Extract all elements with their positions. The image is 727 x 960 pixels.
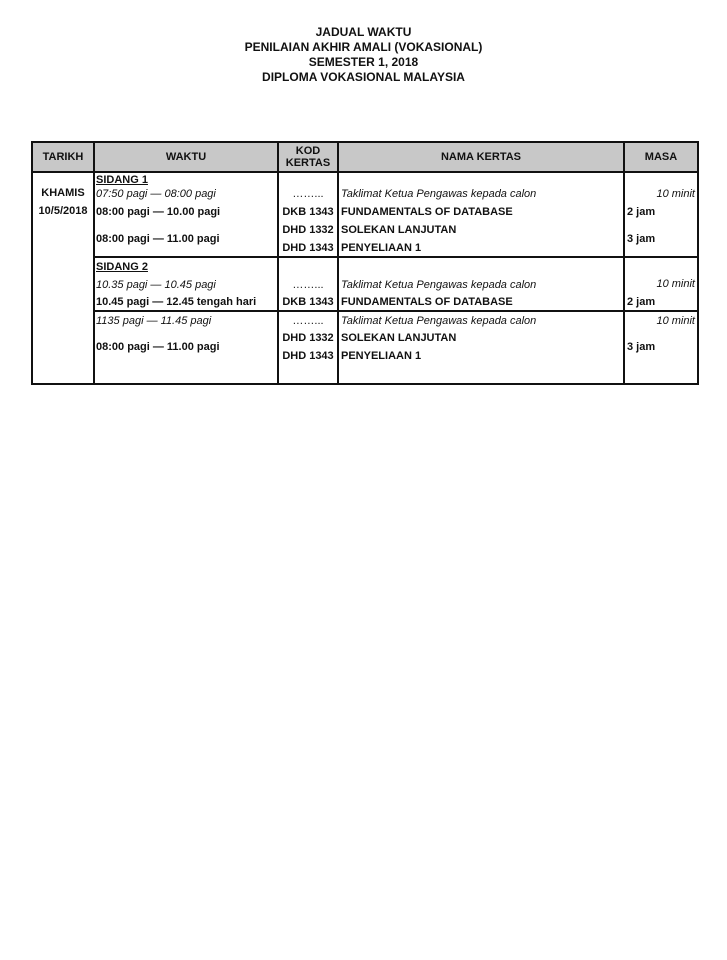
- sidang-2-row-1-masa: 10 minit: [656, 278, 695, 290]
- document-heading: [0, 25, 727, 85]
- sidang-1-row-3-masa: 3 jam: [627, 233, 656, 245]
- sidang-1-row-1-masa: 10 minit: [656, 188, 695, 200]
- sidang-1-row-3-kod-1: DHD 1332: [282, 224, 334, 236]
- header-masa: MASA: [644, 151, 678, 163]
- sidang-1-row-3-waktu: 08:00 pagi — 11.00 pagi: [96, 233, 220, 245]
- sidang-2-row-2-masa: 2 jam: [627, 296, 656, 308]
- header-kod-kertas: [279, 143, 337, 171]
- sidang-2-row-1-nama: Taklimat Ketua Pengawas kepada calon: [341, 279, 537, 291]
- heading-line-2: PENILAIAN AKHIR AMALI (VOKASIONAL): [244, 40, 483, 54]
- header-tarikh: TARIKH: [42, 151, 84, 163]
- column-divider: [93, 143, 95, 383]
- sidang-3-row-2-kod-1: DHD 1332: [282, 332, 334, 344]
- sidang-1-row-1-waktu: 07:50 pagi — 08:00 pagi: [96, 188, 216, 200]
- sidang-1-row-3-nama-1: SOLEKAN LANJUTAN: [341, 224, 457, 236]
- sidang-1-row-2-masa: 2 jam: [627, 206, 656, 218]
- sidang-1-row-1-nama: Taklimat Ketua Pengawas kepada calon: [341, 188, 537, 200]
- sidang-3-row-1-kod: ……...: [292, 315, 324, 327]
- sidang-3-row-1-masa: 10 minit: [656, 315, 695, 327]
- column-divider: [623, 143, 625, 383]
- sidang-3-row-2-waktu: 08:00 pagi — 11.00 pagi: [96, 341, 220, 353]
- sidang-1-row-3-kod-2: DHD 1343: [282, 242, 334, 254]
- sidang-3-row-2-nama-2: PENYELIAAN 1: [341, 350, 422, 362]
- header-waktu: WAKTU: [165, 151, 207, 163]
- column-divider: [277, 143, 279, 383]
- sidang-2-row-2-waktu: 10.45 pagi — 12.45 tengah hari: [96, 296, 257, 308]
- heading-line-4: DIPLOMA VOKASIONAL MALAYSIA: [262, 70, 465, 84]
- sidang-1-label: SIDANG 1: [96, 174, 148, 186]
- session-divider: [93, 256, 697, 258]
- column-divider: [337, 143, 339, 383]
- sidang-2-row-2-nama: FUNDAMENTALS OF DATABASE: [341, 296, 513, 308]
- sidang-1-row-2-nama: FUNDAMENTALS OF DATABASE: [341, 206, 513, 218]
- sidang-2-row-2-kod: DKB 1343: [282, 296, 334, 308]
- sidang-3-row-1-waktu: 1135 pagi — 11.45 pagi: [96, 315, 212, 327]
- heading-line-3: SEMESTER 1, 2018: [308, 55, 419, 69]
- sidang-2-row-1-kod: ……...: [292, 279, 324, 291]
- header-kod-line2: KERTAS: [285, 157, 331, 169]
- sidang-1-row-1-kod: ……...: [292, 188, 324, 200]
- session-divider: [93, 310, 697, 312]
- header-kod-line1: KOD: [295, 145, 321, 157]
- sidang-2-label: SIDANG 2: [96, 261, 148, 273]
- heading-line-1: JADUAL WAKTU: [315, 25, 412, 39]
- date-value: 10/5/2018: [38, 205, 88, 217]
- sidang-3-row-2-kod-2: DHD 1343: [282, 350, 334, 362]
- sidang-3-row-2-masa: 3 jam: [627, 341, 656, 353]
- sidang-1-row-2-waktu: 08:00 pagi — 10.00 pagi: [96, 206, 221, 218]
- sidang-1-row-2-kod: DKB 1343: [282, 206, 334, 218]
- sidang-3-row-2-nama-1: SOLEKAN LANJUTAN: [341, 332, 457, 344]
- schedule-table: [31, 141, 699, 385]
- date-day: KHAMIS: [41, 187, 85, 199]
- sidang-1-row-3-nama-2: PENYELIAAN 1: [341, 242, 422, 254]
- sidang-2-row-1-waktu: 10.35 pagi — 10.45 pagi: [96, 279, 216, 291]
- header-nama-kertas: NAMA KERTAS: [440, 151, 522, 163]
- sidang-3-row-1-nama: Taklimat Ketua Pengawas kepada calon: [341, 315, 537, 327]
